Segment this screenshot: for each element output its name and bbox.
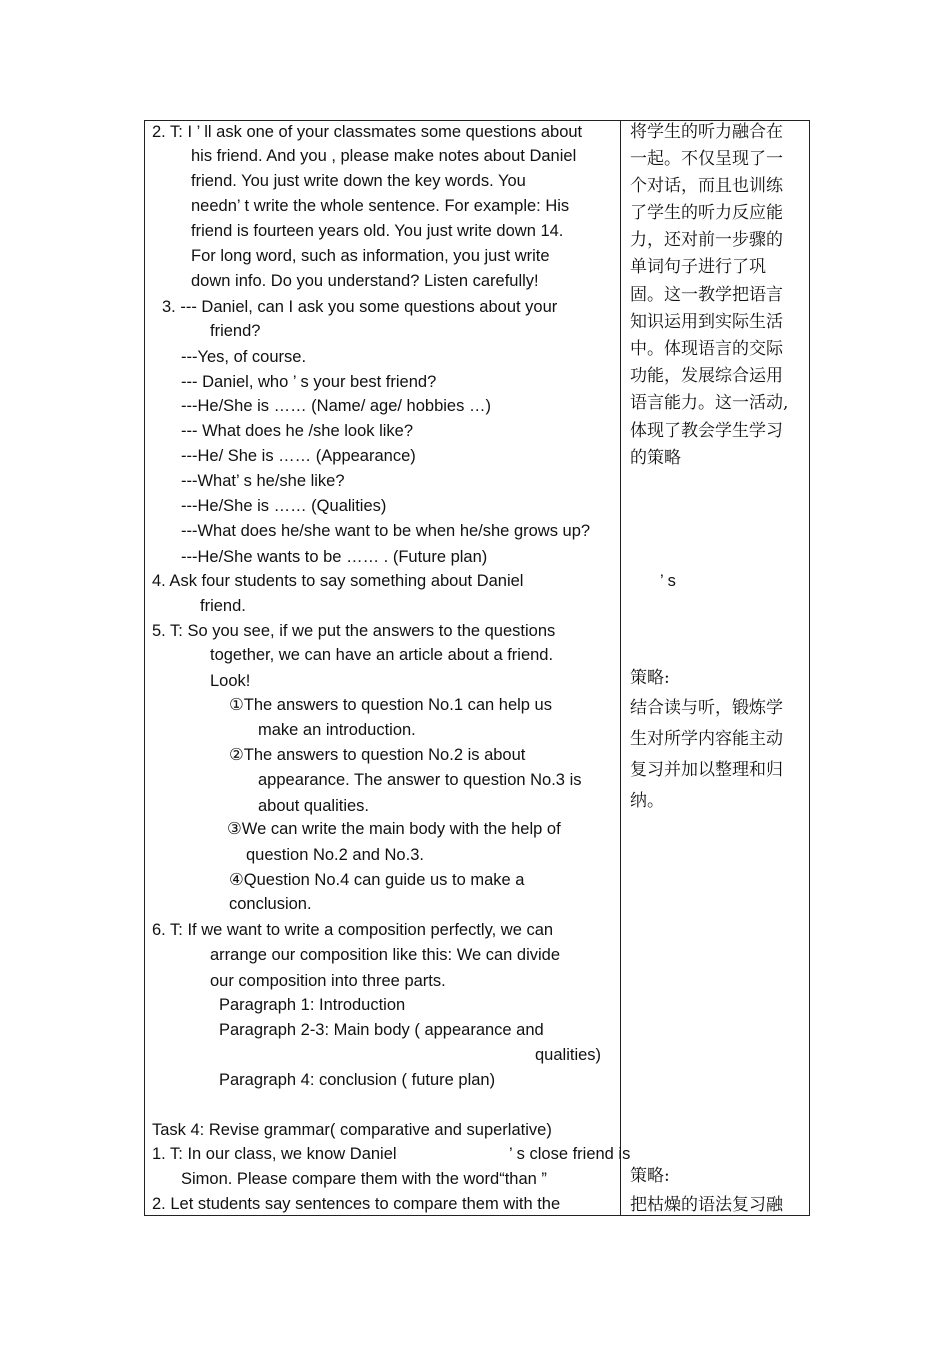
step3-line: ---What does he/she want to be when he/she grows up? [181,522,591,540]
stray-apostrophe-s: ’ s [660,572,676,590]
strategy-note: 功能，发展综合运用 [630,366,783,386]
step3-line: ---Yes, of course. [181,348,307,366]
task4-line: 1. T: In our class, we know Daniel [152,1145,397,1163]
strategy-note: 的策略 [630,448,681,468]
strategy-note: 个对话，而且也训练 [630,176,783,196]
step3-line: ---He/She is …… (Qualities) [181,497,387,515]
strategy-note: 体现了教会学生学习 [630,421,783,441]
step3-line: ---What’ s he/she like? [181,472,345,490]
step3-line: ---He/She is …… (Name/ age/ hobbies …) [181,397,491,415]
strategy-note: 纳。 [630,791,664,811]
step5-line: ④Question No.4 can guide us to make a [229,871,525,889]
task4-line: 2. Let students say sentences to compare them with the [152,1195,561,1213]
step5-line: make an introduction. [258,721,416,739]
task4-line: ’ s close friend is [509,1145,631,1163]
step3-line: ---He/ She is …… (Appearance) [181,447,416,465]
strategy-note: 将学生的听力融合在 [630,122,783,142]
task4-title: Task 4: Revise grammar( comparative and superlative) [152,1121,552,1139]
step5-line: appearance. The answer to question No.3 is [258,771,582,789]
step5-line: question No.2 and No.3. [246,846,424,864]
step6-line: Paragraph 1: Introduction [219,996,406,1014]
strategy-note: 结合读与听，锻炼学 [630,698,783,718]
step6-line: our composition into three parts. [210,972,446,990]
strategy-note: 中。体现语言的交际 [630,339,783,359]
strategy-note: 一起。不仅呈现了一 [630,149,783,169]
step5-line: ①The answers to question No.1 can help us [229,696,552,714]
step5-line: 5. T: So you see, if we put the answers to the questions [152,622,556,640]
step6-line: Paragraph 2-3: Main body ( appearance and [219,1021,544,1039]
task4-line: Simon. Please compare them with the word“than ” [181,1170,547,1188]
step6-line: 6. T: If we want to write a composition perfectly, we can [152,921,554,939]
step3-line: friend? [210,322,261,340]
step4-line: 4. Ask four students to say something about Daniel [152,572,524,590]
step2-line: 2. T: I ’ ll ask one of your classmates some questions about [152,123,583,141]
strategy-note: 力，还对前一步骤的 [630,230,783,250]
step2-line: friend. You just write down the key words. You [191,172,526,190]
strategy-note: 了学生的听力反应能 [630,203,783,223]
step3-line: ---He/She wants to be …… . (Future plan) [181,548,488,566]
strategy-note: 复习并加以整理和归 [630,760,783,780]
step5-line: ③We can write the main body with the help of [227,820,561,838]
step6-line: arrange our composition like this: We can divide [210,946,561,964]
step5-line: about qualities. [258,797,369,815]
step3-line: --- Daniel, who ’ s your best friend? [181,373,437,391]
column-divider [620,120,621,1216]
strategy-note: 固。这一教学把语言 [630,285,783,305]
step3-line: --- What does he /she look like? [181,422,414,440]
step4-line: friend. [200,597,246,615]
strategy-note: 生对所学内容能主动 [630,729,783,749]
strategy-title: 策略: [630,1166,670,1186]
step5-line: ②The answers to question No.2 is about [229,746,526,764]
step2-line: needn’ t write the whole sentence. For example: His [191,197,570,215]
strategy-note: 把枯燥的语法复习融 [630,1195,783,1215]
step5-line: together, we can have an article about a friend. [210,646,554,664]
strategy-title: 策略: [630,668,670,688]
step2-line: down info. Do you understand? Listen carefully! [191,272,539,290]
strategy-note: 语言能力。这一活动, [630,393,789,413]
step5-line: conclusion. [229,895,312,913]
strategy-note: 单词句子进行了巩 [630,257,766,277]
step5-line: Look! [210,672,251,690]
step2-line: friend is fourteen years old. You just write down 14. [191,222,564,240]
step3-line: 3. --- Daniel, can I ask you some questions about your [162,298,558,316]
step6-line: Paragraph 4: conclusion ( future plan) [219,1071,496,1089]
step2-line: his friend. And you , please make notes about Daniel [191,147,577,165]
strategy-note: 知识运用到实际生活 [630,312,783,332]
step6-line: qualities) [535,1046,602,1064]
step2-line: For long word, such as information, you just write [191,247,550,265]
